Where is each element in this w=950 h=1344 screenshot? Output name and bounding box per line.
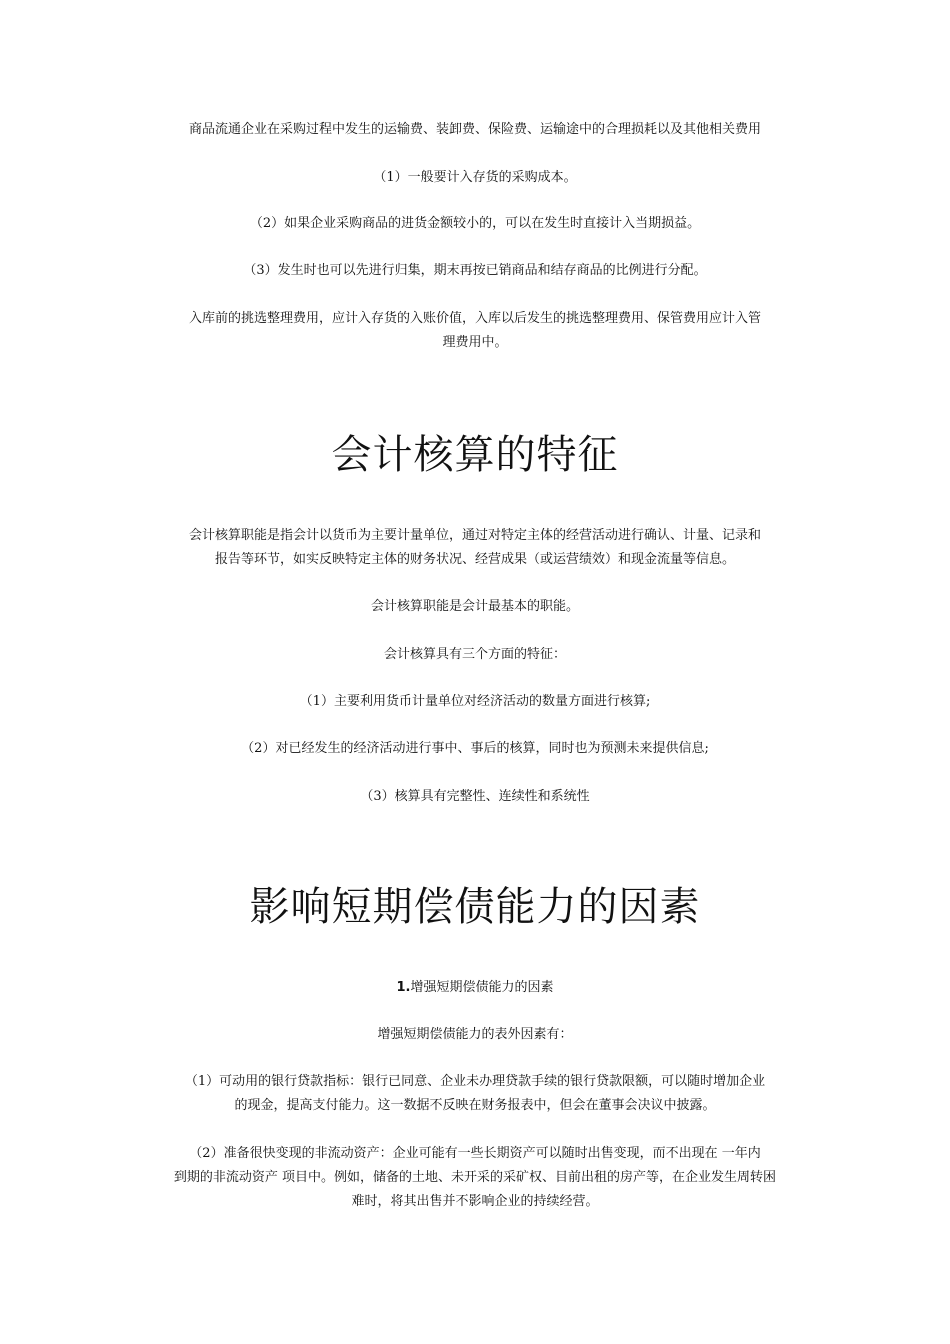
s1-item3: （3）发生时也可以先进行归集，期末再按已销商品和结存商品的比例进行分配。: [243, 263, 707, 278]
s3-item1-line2: 的现金，提高支付能力。这一数据不反映在财务报表中，但会在董事会决议中披露。: [234, 1098, 716, 1113]
s1-item1: （1）一般要计入存货的采购成本。: [373, 170, 577, 185]
heading-accounting-features: 会计核算的特征: [331, 432, 619, 478]
heading-short-term-solvency: 影响短期偿债能力的因素: [249, 884, 701, 930]
s3-item2-line3: 难时，将其出售并不影响企业的持续经营。: [351, 1194, 599, 1209]
s1-note-line2: 理费用中。: [442, 335, 508, 350]
s1-note-line1: 入库前的挑选整理费用，应计入存货的入账价值，入库以后发生的挑选整理费用、保管费用应计入管: [188, 311, 761, 326]
s3-item2-line1: （2）准备很快变现的非流动资产：企业可能有一些长期资产可以随时出售变现，而不出现在 一年内: [189, 1146, 761, 1161]
s3-subheading-text: 增强短期偿债能力的因素: [410, 980, 554, 995]
s2-feature2: （2）对已经发生的经济活动进行事中、事后的核算，同时也为预测未来提供信息;: [241, 741, 709, 756]
s3-item1-line1: （1）可动用的银行贷款指标：银行已同意、企业未办理贷款手续的银行贷款限额，可以随时增加企业: [184, 1074, 766, 1089]
s3-lead: 增强短期偿债能力的表外因素有：: [377, 1027, 573, 1042]
s2-feature3: （3）核算具有完整性、连续性和系统性: [360, 789, 590, 804]
s2-feature1: （1）主要利用货币计量单位对经济活动的数量方面进行核算;: [299, 694, 651, 709]
s1-item2: （2）如果企业采购商品的进货金额较小的，可以在发生时直接计入当期损益。: [249, 216, 701, 231]
s3-subheading-number: 1.: [396, 980, 411, 995]
s3-subheading: [140, 976, 810, 1000]
s1-intro: 商品流通企业在采购过程中发生的运输费、装卸费、保险费、运输途中的合理损耗以及其他相关费用: [188, 122, 761, 137]
s2-basic: 会计核算职能是会计最基本的职能。: [370, 599, 579, 614]
s2-def-line1: 会计核算职能是指会计以货币为主要计量单位，通过对特定主体的经营活动进行确认、计量、记录和: [188, 528, 761, 543]
s2-lead: 会计核算具有三个方面的特征：: [383, 647, 566, 662]
s3-item2-line2: 到期的非流动资产 项目中。例如，储备的土地、未开采的采矿权、目前出租的房产等，在企业发生周转困: [173, 1170, 777, 1185]
s2-def-line2: 报告等环节，如实反映特定主体的财务状况、经营成果（或运营绩效）和现金流量等信息。: [214, 552, 735, 567]
